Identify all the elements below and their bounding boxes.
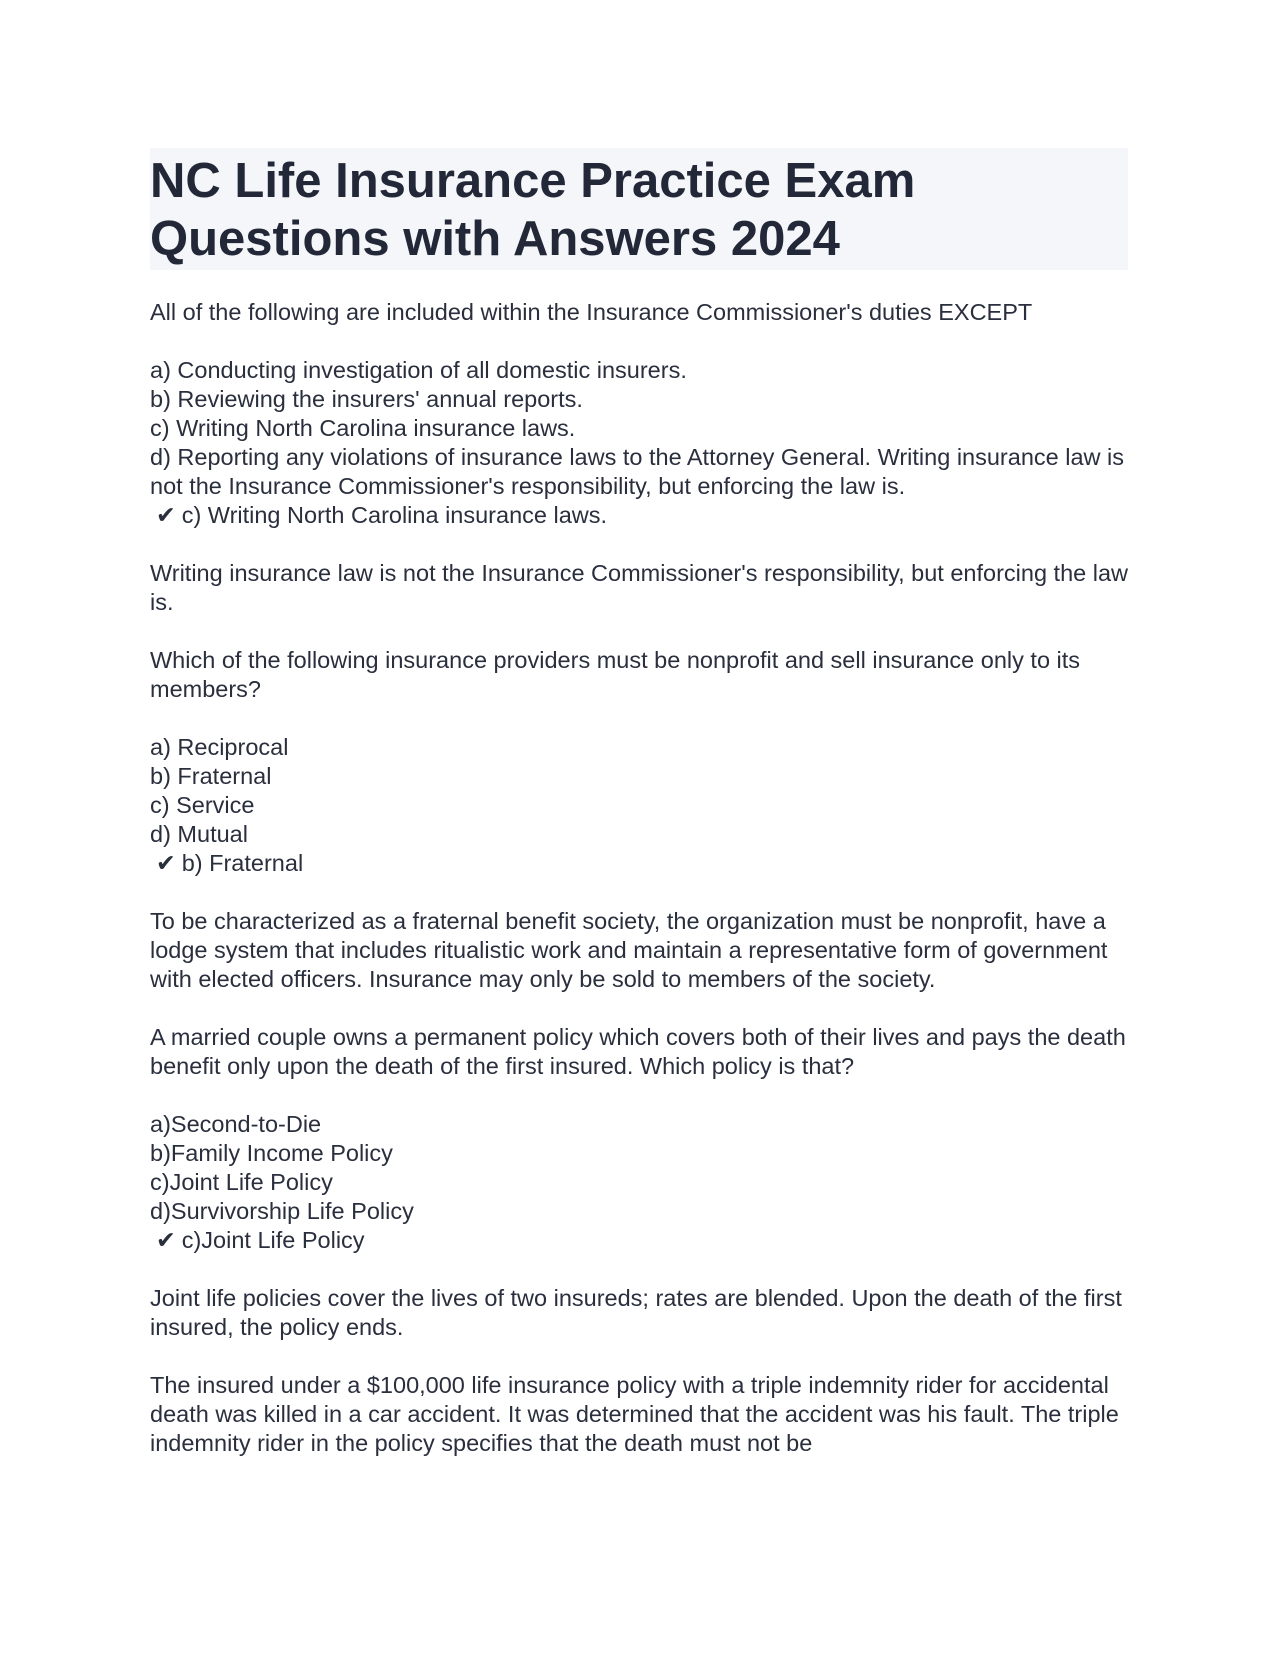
option: b) Reviewing the insurers' annual reports. [150, 386, 583, 412]
answer-text: c) Writing North Carolina insurance laws. [181, 502, 608, 528]
option: c) Service [150, 792, 255, 818]
title-block [150, 148, 1128, 270]
answer-text: b) Fraternal [181, 850, 304, 876]
question-text: A married couple owns a permanent policy which covers both of their lives and pays the death benefit only upon the death of the first insured. Which policy is that? [150, 1024, 1126, 1079]
document-page [150, 148, 1128, 1487]
option: a) Reciprocal [150, 734, 289, 760]
explanation-text: To be characterized as a fraternal benefit society, the organization must be nonprofit, have a lodge system that includes ritualistic work and maintain a representative form of government with elected officers. Insurance may only be sold to members of the society. [150, 908, 1108, 992]
option: a)Second-to-Die [150, 1111, 322, 1137]
question-options [150, 1110, 1128, 1255]
checkmark-icon: ✔ [156, 1227, 176, 1253]
explanation-text: Writing insurance law is not the Insurance Commissioner's responsibility, but enforcing the law is. [150, 560, 1129, 615]
option: d) Mutual [150, 821, 248, 847]
question-text: Which of the following insurance providers must be nonprofit and sell insurance only to its members? [150, 647, 1081, 702]
answer-line [150, 1226, 1128, 1255]
answer-line [150, 849, 1128, 878]
question-text: The insured under a $100,000 life insurance policy with a triple indemnity rider for accidental death was killed in a car accident. It was determined that the accident was his fault. The triple indemnity rider in the policy specifies that the death must not be [150, 1372, 1119, 1456]
answer-text: c)Joint Life Policy [181, 1227, 365, 1253]
question-options [150, 356, 1128, 530]
question-options [150, 733, 1128, 878]
option: a) Conducting investigation of all domestic insurers. [150, 357, 687, 383]
option: b) Fraternal [150, 763, 272, 789]
checkmark-icon: ✔ [156, 850, 176, 876]
option: b)Family Income Policy [150, 1140, 393, 1166]
option: c)Joint Life Policy [150, 1169, 333, 1195]
answer-line [150, 501, 1128, 530]
option: d)Survivorship Life Policy [150, 1198, 414, 1224]
checkmark-icon: ✔ [156, 502, 176, 528]
option: c) Writing North Carolina insurance laws. [150, 415, 576, 441]
explanation-text: Joint life policies cover the lives of two insureds; rates are blended. Upon the death of the first insured, the policy ends. [150, 1285, 1122, 1340]
document-title: NC Life Insurance Practice Exam Questions with Answers 2024 [150, 154, 916, 266]
option: d) Reporting any violations of insurance laws to the Attorney General. Writing insurance law is not the Insurance Commissioner's responsibility, but enforcing the law is. [150, 444, 1124, 499]
question-text: All of the following are included within the Insurance Commissioner's duties EXCEPT [150, 299, 1033, 325]
